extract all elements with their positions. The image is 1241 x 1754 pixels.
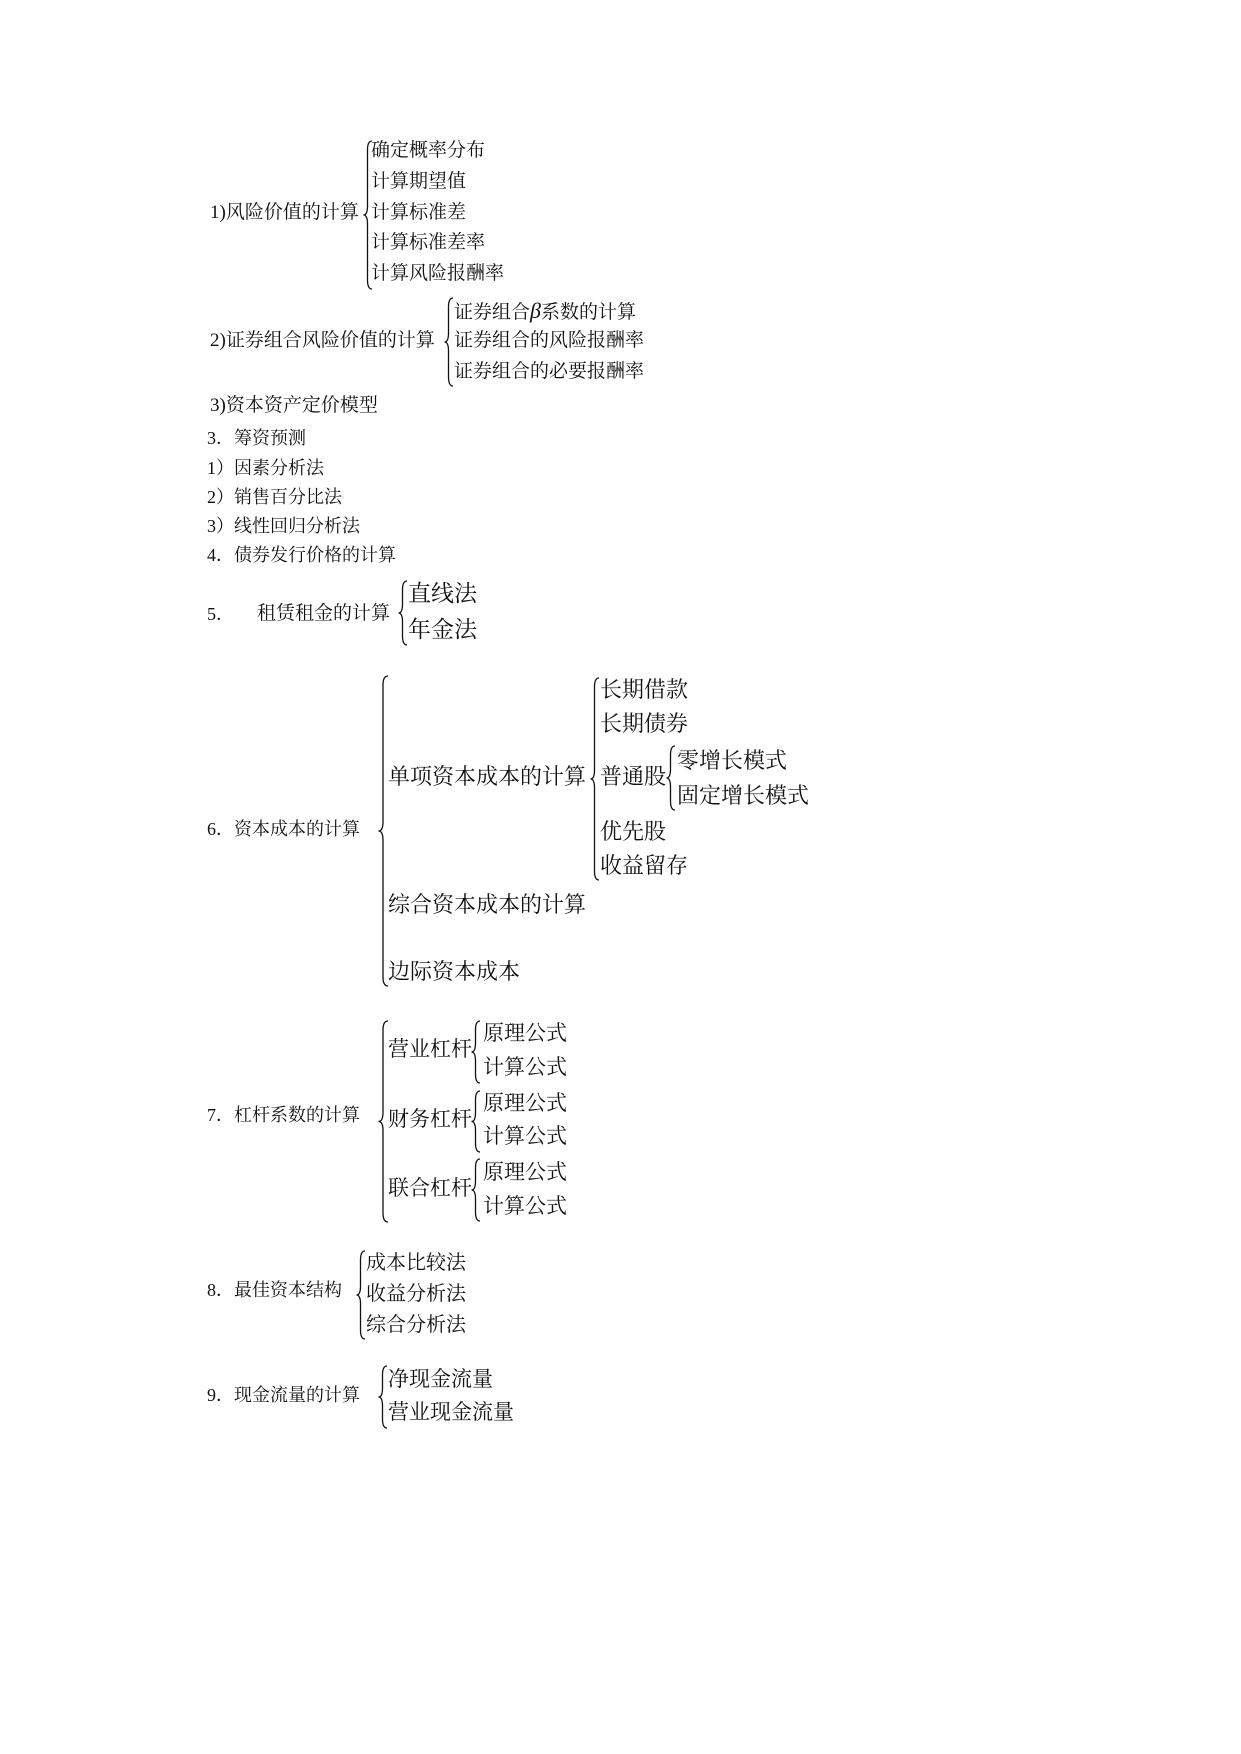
heading-bond-price: 4．债券发行价格的计算: [207, 545, 396, 565]
section-label-capm: 3)资本资产定价模型: [210, 395, 378, 416]
branch-label-operating-leverage: 营业杠杆: [388, 1037, 472, 1061]
branch-item: 直线法: [408, 581, 477, 606]
branch-item: 零增长模式: [677, 748, 788, 773]
branch-item: 收益分析法: [366, 1283, 466, 1305]
section-label-capital-structure: 8．最佳资本结构: [207, 1280, 342, 1300]
brace: [666, 745, 675, 811]
beta-symbol: β: [530, 298, 541, 323]
brace-stroke: [591, 678, 600, 880]
brace-stroke: [472, 1091, 481, 1152]
section-label-cost-of-capital: 6．资本成本的计算: [207, 819, 360, 839]
branch-label-combined-leverage: 联合杠杆: [388, 1176, 472, 1200]
branch-item: 原理公式: [483, 1021, 567, 1045]
branch-item: 营业现金流量: [388, 1400, 514, 1424]
branch-label-weighted-cost: 综合资本成本的计算: [388, 892, 587, 917]
branch-item: 证券组合的必要报酬率: [454, 361, 645, 382]
branch-item: 年金法: [408, 617, 477, 642]
branch-item: 长期债券: [600, 711, 689, 736]
brace-stroke: [472, 1159, 481, 1221]
branch-item: 综合分析法: [366, 1314, 466, 1336]
branch-item: 证券组合的风险报酬率: [454, 330, 645, 351]
brace-stroke: [472, 1021, 481, 1083]
branch-item: 确定概率分布: [371, 140, 486, 161]
branch-item: 净现金流量: [388, 1367, 493, 1391]
list-item: 3）线性回归分析法: [207, 516, 360, 536]
branch-item: 成本比较法: [366, 1252, 466, 1274]
brace: [398, 580, 407, 646]
list-item: 2）销售百分比法: [207, 487, 342, 507]
branch-item: 原理公式: [483, 1160, 567, 1184]
section-label-cash-flow: 9．现金流量的计算: [207, 1385, 360, 1405]
brace: [590, 677, 599, 881]
branch-item: 计算公式: [483, 1055, 567, 1079]
branch-item: 计算公式: [483, 1124, 567, 1148]
brace: [378, 1020, 388, 1223]
beta-prefix: 证券组合: [454, 302, 531, 323]
branch-item: 计算期望值: [371, 171, 467, 192]
section-label-risk-value: 1)风险价值的计算: [210, 202, 359, 223]
section-number: 5．: [207, 604, 234, 624]
brace-stroke: [379, 1366, 388, 1428]
brace: [378, 1365, 387, 1429]
brace-stroke: [445, 298, 454, 386]
section-label-lease-rent: 租赁租金的计算: [257, 603, 391, 624]
brace-stroke: [667, 746, 676, 810]
branch-item-beta: [454, 300, 636, 322]
branch-label-financial-leverage: 财务杠杆: [388, 1107, 472, 1131]
brace-stroke: [357, 1251, 366, 1339]
branch-item: 计算标准差: [371, 202, 467, 223]
branch-item: 计算标准差率: [371, 232, 486, 253]
brace-stroke: [399, 581, 408, 645]
brace: [471, 1020, 480, 1084]
branch-item: 固定增长模式: [677, 783, 810, 808]
branch-item: 计算风险报酬率: [371, 263, 505, 284]
list-item: 1）因素分析法: [207, 458, 324, 478]
branch-label-common-stock: 普通股: [600, 764, 667, 789]
brace: [471, 1090, 480, 1153]
branch-item: 优先股: [600, 819, 667, 844]
branch-item: 计算公式: [483, 1194, 567, 1218]
branch-label-marginal-cost: 边际资本成本: [388, 959, 521, 984]
branch-label-individual-cost: 单项资本成本的计算: [388, 764, 587, 789]
beta-suffix: 系数的计算: [540, 302, 636, 323]
branch-item: 收益留存: [600, 853, 689, 878]
brace: [378, 675, 388, 987]
brace: [471, 1158, 480, 1222]
brace: [444, 297, 453, 387]
section-label-portfolio-risk: 2)证券组合风险价值的计算: [210, 330, 435, 351]
section-label-leverage: 7．杠杆系数的计算: [207, 1105, 360, 1125]
heading-financing-forecast: 3．筹资预测: [207, 428, 306, 448]
brace-stroke: [379, 676, 389, 986]
brace: [356, 1250, 365, 1340]
brace-stroke: [379, 1021, 389, 1222]
branch-item: 原理公式: [483, 1091, 567, 1115]
branch-item: 长期借款: [600, 677, 689, 702]
